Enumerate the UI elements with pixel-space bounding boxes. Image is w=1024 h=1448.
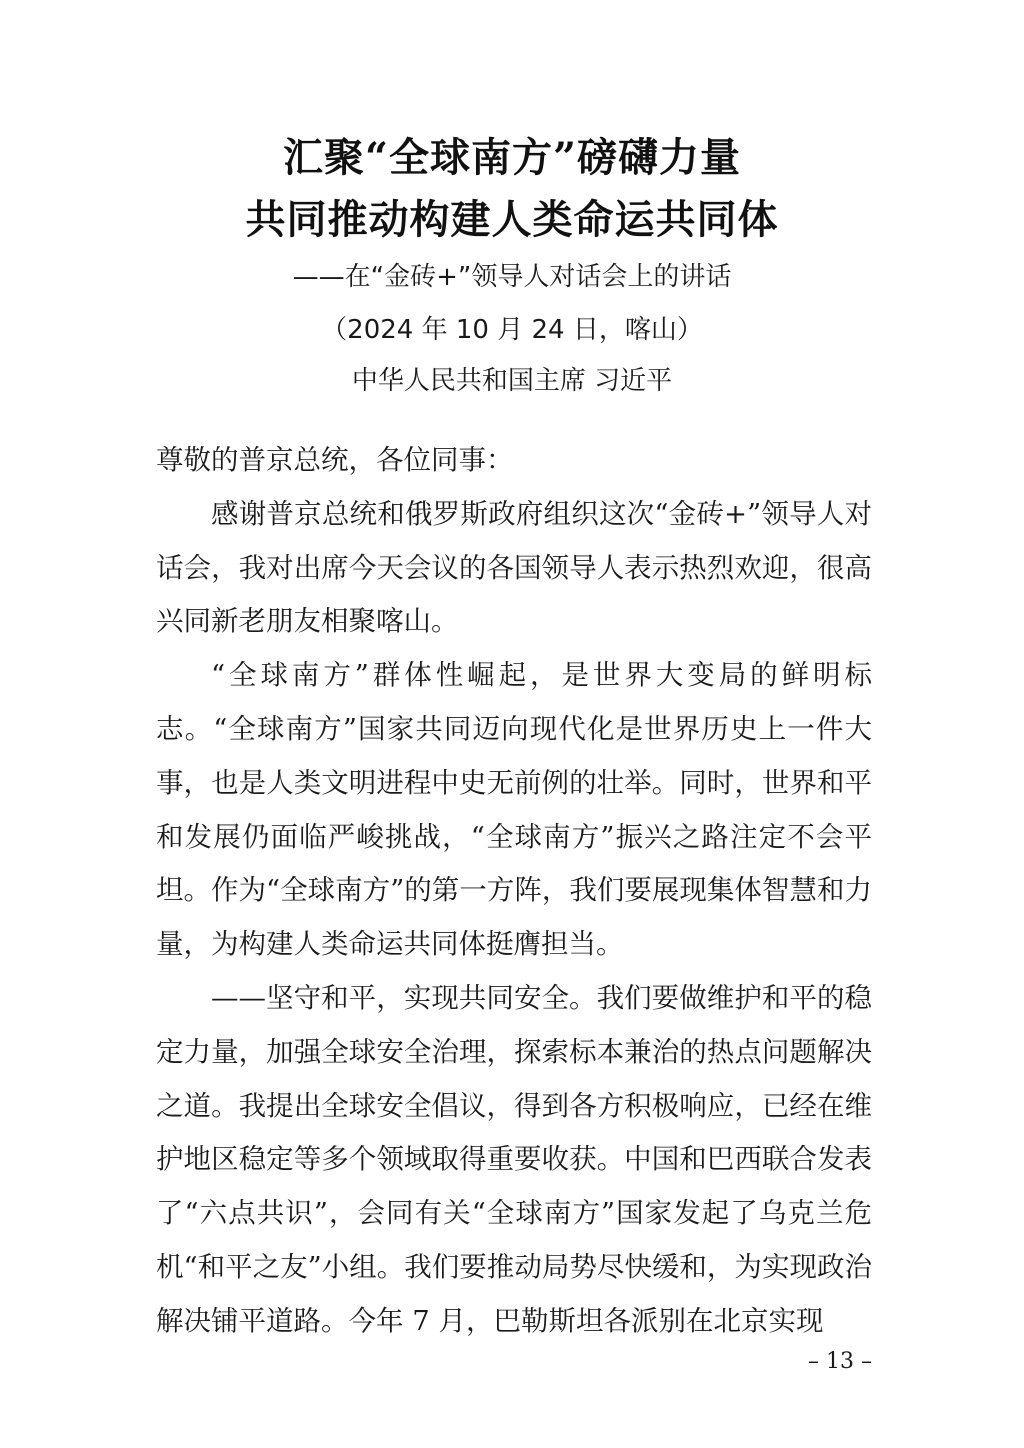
- body-paragraph: 感谢普京总统和俄罗斯政府组织这次“金砖+”领导人对话会，我对出席今天会议的各国领导人表示热烈欢迎，很高兴同新老朋友相聚喀山。: [156, 497, 872, 638]
- document-title-line-2: 共同推动构建人类命运共同体: [245, 196, 779, 243]
- document-date-place: （2024 年 10 月 24 日，喀山）: [321, 315, 703, 345]
- body-paragraph: ——坚守和平，实现共同安全。我们要做维护和平的稳定力量，加强全球安全治理，探索标本兼治的热点问题解决之道。我提出全球安全倡议，得到各方积极响应，已经在维护地区稳定等多个领域取得重要收获。中国和巴西联合发表了“六点共识”，会同有关“全球南方”国家发起了乌克兰危机“和平之友”小组。我们要推动局势尽快缓和，为实现政治解决铺平道路。今年 7 月，巴勒斯坦各派别在北京实现: [156, 981, 872, 1337]
- body-paragraph: “全球南方”群体性崛起，是世界大变局的鲜明标志。“全球南方”国家共同迈向现代化是世界历史上一件大事，也是人类文明进程中史无前例的壮举。同时，世界和平和发展仍面临严峻挑战，“全球南方”振兴之路注定不会平坦。作为“全球南方”的第一方阵，我们要展现集体智慧和力量，为构建人类命运共同体挺膺担当。: [156, 659, 872, 961]
- salutation: 尊敬的普京总统，各位同事：: [156, 444, 514, 476]
- page-number: – 13 –: [808, 1349, 872, 1374]
- document-subtitle: ——在“金砖+”领导人对话会上的讲话: [292, 262, 732, 292]
- document-speaker: 中华人民共和国主席 习近平: [351, 366, 673, 396]
- document-body: [156, 434, 872, 1349]
- document-title-line-1: 汇聚“全球南方”磅礴力量: [282, 134, 741, 181]
